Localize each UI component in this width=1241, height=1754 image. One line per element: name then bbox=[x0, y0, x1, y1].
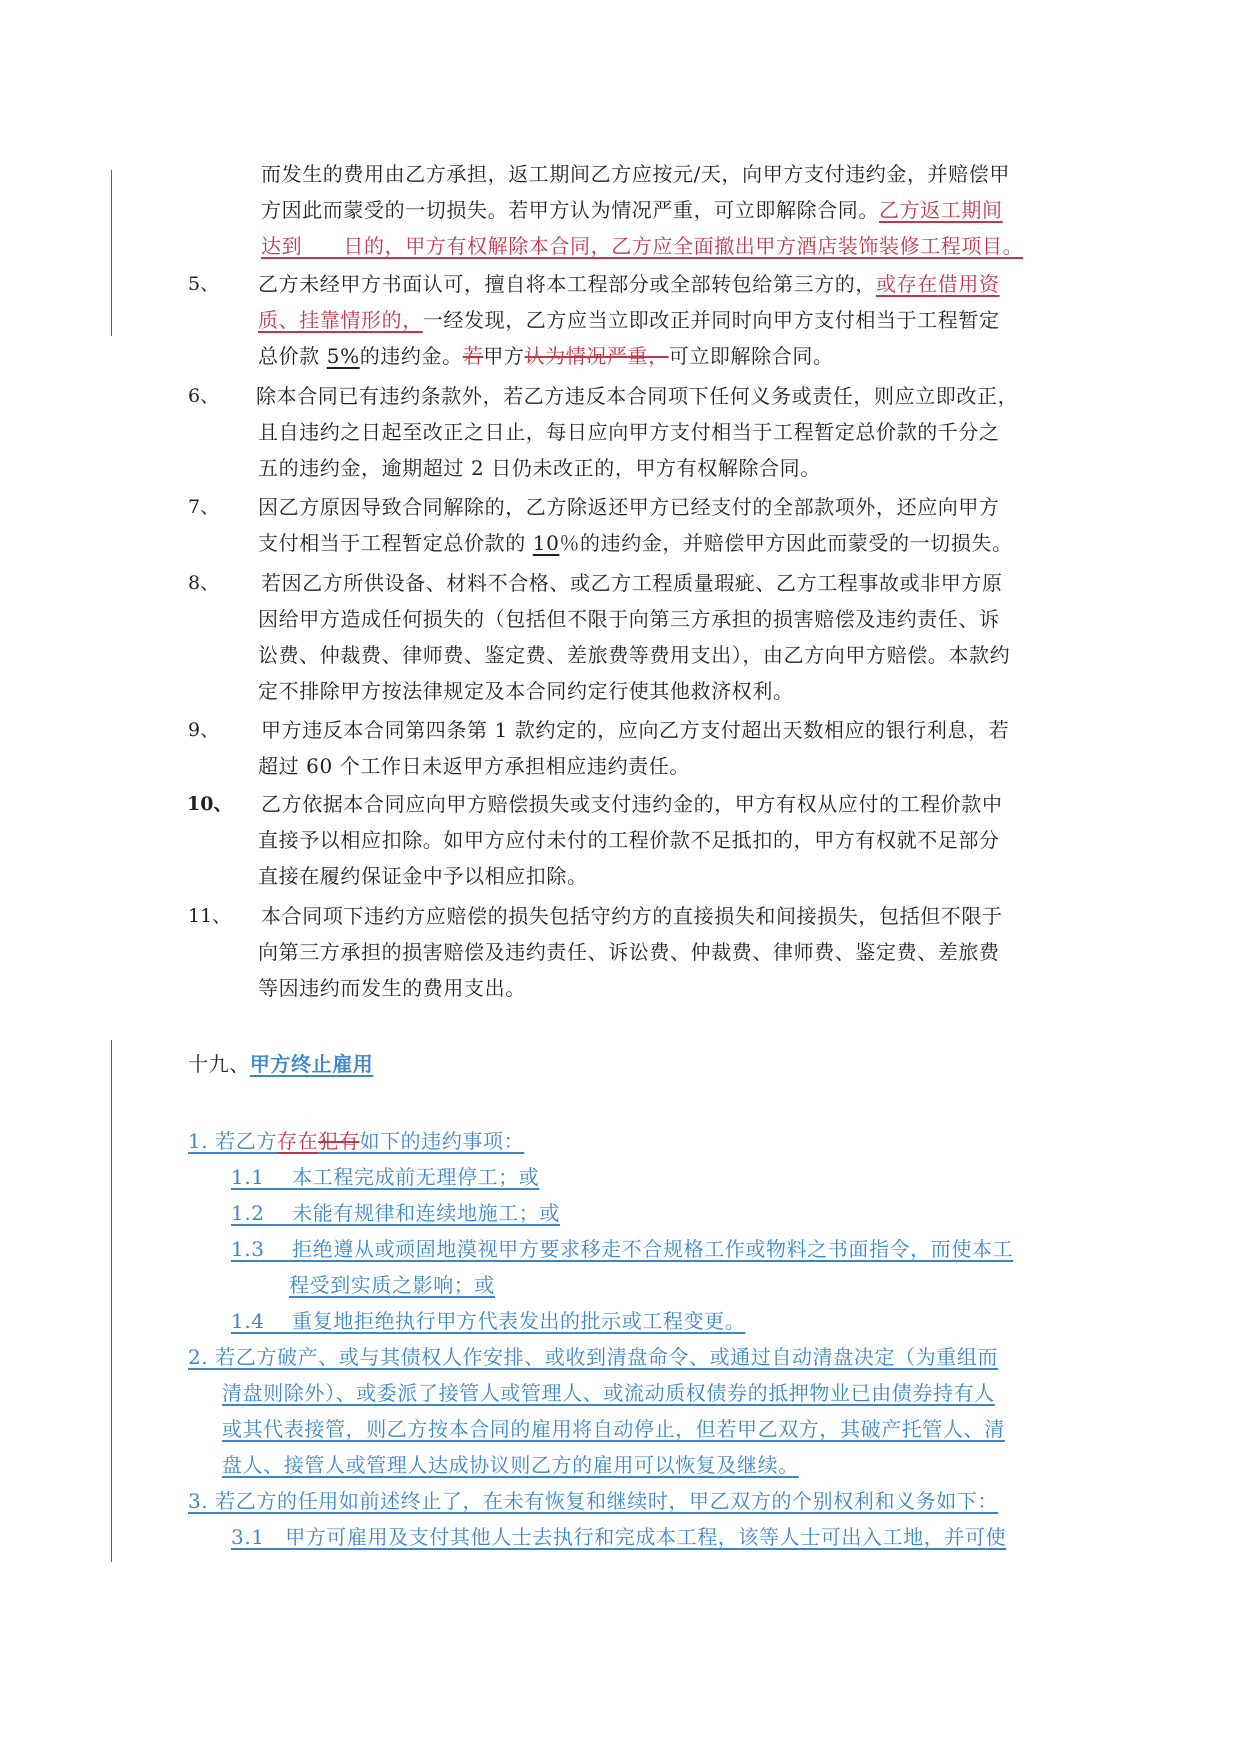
text-line: 向第三方承担的损害赔偿及违约责任、诉讼费、仲裁费、律师费、鉴定费、差旅费 bbox=[258, 940, 1000, 964]
underlined-text: 5% bbox=[326, 344, 360, 368]
text-line: 定不排除甲方按法律规定及本合同约定行使其他救济权利。 bbox=[258, 679, 794, 703]
clause-line: 清盘则除外）、或委派了接管人或管理人、或流动质权债券的抵押物业已由债券持有人 bbox=[222, 1381, 995, 1405]
item-number: 10、 bbox=[187, 793, 233, 815]
section-title: 甲方终止雇用 bbox=[249, 1052, 374, 1076]
subclause-line: 1.4 重复地拒绝执行甲方代表发出的批示或工程变更。 bbox=[231, 1309, 746, 1333]
text-line: 直接在履约保证金中予以相应扣除。 bbox=[258, 864, 588, 888]
text-line bbox=[258, 303, 1000, 337]
text-line: 直接予以相应扣除。如甲方应付未付的工程价款不足抵扣的，甲方有权就不足部分 bbox=[258, 828, 1000, 852]
text-line: 五的违约金，逾期超过 2 日仍未改正的，甲方有权解除合同。 bbox=[258, 456, 821, 480]
deleted-text: 犯有 bbox=[318, 1129, 360, 1153]
subclause-line: 1.3 拒绝遵从或顽固地漠视甲方要求移走不合规格工作或物料之书面指令，而使本工 bbox=[231, 1237, 1014, 1261]
item-number: 7、 bbox=[188, 496, 220, 518]
inserted-text: 乙方返工期间 bbox=[879, 198, 1003, 222]
item-number: 11、 bbox=[188, 905, 232, 927]
deleted-text: 若 bbox=[462, 344, 484, 368]
text-run: ％的违约金，并赔偿甲方因此而蒙受的一切损失。 bbox=[559, 531, 1013, 555]
text-line: 而发生的费用由乙方承担，返工期间乙方应按元/天，向甲方支付违约金，并赔偿甲 bbox=[261, 162, 1010, 186]
subclause-line: 1.2 未能有规律和连续地施工；或 bbox=[231, 1201, 560, 1225]
text-line: 若因乙方所供设备、材料不合格、或乙方工程质量瑕疵、乙方工程事故或非甲方原 bbox=[261, 571, 1003, 595]
text-run: 支付相当于工程暂定总价款的 bbox=[258, 531, 533, 555]
underlined-text: 10 bbox=[532, 531, 560, 555]
clause-line: 或其代表接管，则乙方按本合同的雇用将自动停止，但若甲乙双方，其破产托管人、清 bbox=[222, 1417, 1005, 1441]
clause-line: 盘人、接管人或管理人达成协议则乙方的雇用可以恢复及继续。 bbox=[222, 1453, 799, 1477]
section-heading bbox=[188, 1047, 373, 1081]
text-line bbox=[258, 339, 834, 373]
text-line: 除本合同已有违约条款外，若乙方违反本合同项下任何义务或责任，则应立即改正， bbox=[256, 384, 1019, 408]
section-number: 十九、 bbox=[188, 1052, 250, 1076]
text-line bbox=[258, 267, 1000, 301]
item-number: 9、 bbox=[188, 719, 220, 741]
text-run: 的违约金。 bbox=[359, 344, 463, 368]
text-line: 讼费、仲裁费、律师费、鉴定费、差旅费等费用支出），由乙方向甲方赔偿。本款约 bbox=[258, 643, 1011, 667]
text-run: 可立即解除合同。 bbox=[668, 344, 834, 368]
text-run: 方因此而蒙受的一切损失。若甲方认为情况严重，可立即解除合同。 bbox=[261, 198, 879, 222]
change-bar bbox=[111, 1040, 112, 1562]
text-line bbox=[261, 193, 1003, 227]
text-line: 等因违约而发生的费用支出。 bbox=[258, 976, 526, 1000]
inserted-text-line: 达到 日的，甲方有权解除本合同，乙方应全面撤出甲方酒店装饰装修工程项目。 bbox=[261, 234, 1024, 258]
text-line: 乙方依据本合同应向甲方赔偿损失或支付违约金的，甲方有权从应付的工程价款中 bbox=[261, 792, 1003, 816]
text-run: 1. 若乙方 bbox=[188, 1129, 278, 1153]
text-line: 甲方违反本合同第四条第 1 款约定的，应向乙方支付超出天数相应的银行利息，若 bbox=[261, 718, 1010, 742]
text-line: 因乙方原因导致合同解除的，乙方除返还甲方已经支付的全部款项外，还应向甲方 bbox=[258, 495, 1000, 519]
clause-line: 3. 若乙方的任用如前述终止了，在未有恢复和继续时，甲乙双方的个别权利和义务如下： bbox=[188, 1489, 999, 1513]
text-run: 甲方 bbox=[483, 344, 525, 368]
clause-line: 2. 若乙方破产、或与其债权人作安排、或收到清盘命令、或通过自动清盘决定（为重组而 bbox=[188, 1345, 999, 1369]
text-line: 且自违约之日起至改正之日止，每日应向甲方支付相当于工程暂定总价款的千分之 bbox=[258, 420, 1000, 444]
subclause-line: 程受到实质之影响；或 bbox=[289, 1273, 495, 1297]
text-run: 一经发现，乙方应当立即改正并同时向甲方支付相当于工程暂定 bbox=[422, 308, 1000, 332]
inserted-text: 存在 bbox=[277, 1129, 319, 1153]
item-number: 8、 bbox=[188, 572, 220, 594]
deleted-text: 认为情况严重， bbox=[524, 344, 669, 368]
text-line: 本合同项下违约方应赔偿的损失包括守约方的直接损失和间接损失，包括但不限于 bbox=[261, 904, 1003, 928]
subclause-line: 3.1 甲方可雇用及支付其他人士去执行和完成本工程，该等人士可出入工地，并可使 bbox=[231, 1525, 1007, 1549]
text-run: 总价款 bbox=[258, 344, 327, 368]
text-line: 因给甲方造成任何损失的（包括但不限于向第三方承担的损害赔偿及违约责任、诉 bbox=[258, 607, 1000, 631]
text-run: 如下的违约事项： bbox=[359, 1129, 525, 1153]
subclause-line: 1.1 本工程完成前无理停工；或 bbox=[231, 1165, 540, 1189]
text-line bbox=[258, 526, 1013, 560]
item-number: 5、 bbox=[188, 273, 220, 295]
inserted-text: 或存在借用资 bbox=[876, 272, 1000, 296]
item-number: 6、 bbox=[188, 385, 220, 407]
text-line: 超过 60 个工作日未返甲方承担相应违约责任。 bbox=[258, 754, 690, 778]
text-run: 乙方未经甲方书面认可，擅自将本工程部分或全部转包给第三方的， bbox=[258, 272, 876, 296]
inserted-text: 质、挂靠情形的， bbox=[258, 308, 423, 332]
clause-line bbox=[188, 1124, 524, 1158]
change-bar bbox=[111, 170, 112, 336]
